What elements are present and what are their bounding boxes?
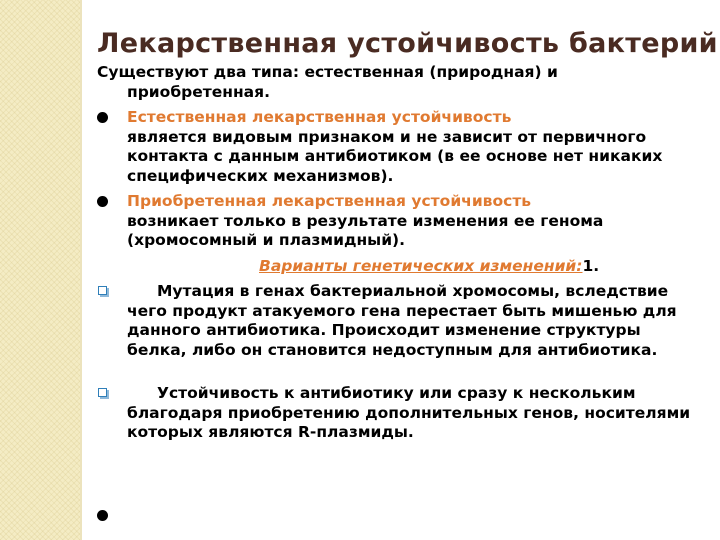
mutation-item: [97, 282, 697, 360]
empty-bullet-dot-icon: [97, 510, 108, 521]
checkbox-bullet-icon: [98, 286, 107, 295]
variants-number: 1.: [582, 256, 600, 275]
intro-line-2: приобретенная.: [127, 82, 270, 101]
checkbox-bullet-icon: [98, 388, 107, 397]
natural-resistance-text: является видовым признаком и не зависит от первичного контакта с данным антибиотиком (в ее основе нет никаких специфических механизмов).: [127, 127, 663, 185]
strip-edge: [80, 0, 82, 540]
acquired-resistance-text: возникает только в результате изменения ее генома (хромосомный и плазмидный).: [127, 211, 604, 249]
slide-content: [97, 63, 697, 449]
intro-paragraph: [97, 63, 697, 102]
bullet-dot-icon: [97, 112, 108, 123]
acquired-resistance-heading: Приобретенная лекарственная устойчивость: [127, 192, 532, 210]
variants-line: [97, 257, 697, 277]
decorative-left-strip: [0, 0, 80, 540]
spacer: [97, 366, 697, 384]
bullet-dot-icon: [97, 196, 108, 207]
natural-resistance-item: [97, 108, 697, 186]
slide-title: Лекарственная устойчивость бактерий: [97, 28, 718, 59]
plasmid-resistance-text: Устойчивость к антибиотику или сразу к нескольким благодаря приобретению дополнительных генов, носителями которых являются R-плазмиды.: [127, 384, 691, 441]
acquired-resistance-item: [97, 192, 697, 251]
plasmid-resistance-item: [97, 384, 697, 443]
natural-resistance-heading: Естественная лекарственная устойчивость: [127, 108, 512, 126]
variants-label: Варианты генетических изменений:: [259, 256, 583, 275]
mutation-text: Мутация в генах бактериальной хромосомы, вследствие чего продукт атакуемого гена перестает быть мишенью для данного антибиотика. Происходит изменение структуры белка, либо он становится недоступным для антибиотика.: [127, 282, 677, 359]
intro-line-1: Существуют два типа: естественная (природная) и: [97, 63, 558, 81]
